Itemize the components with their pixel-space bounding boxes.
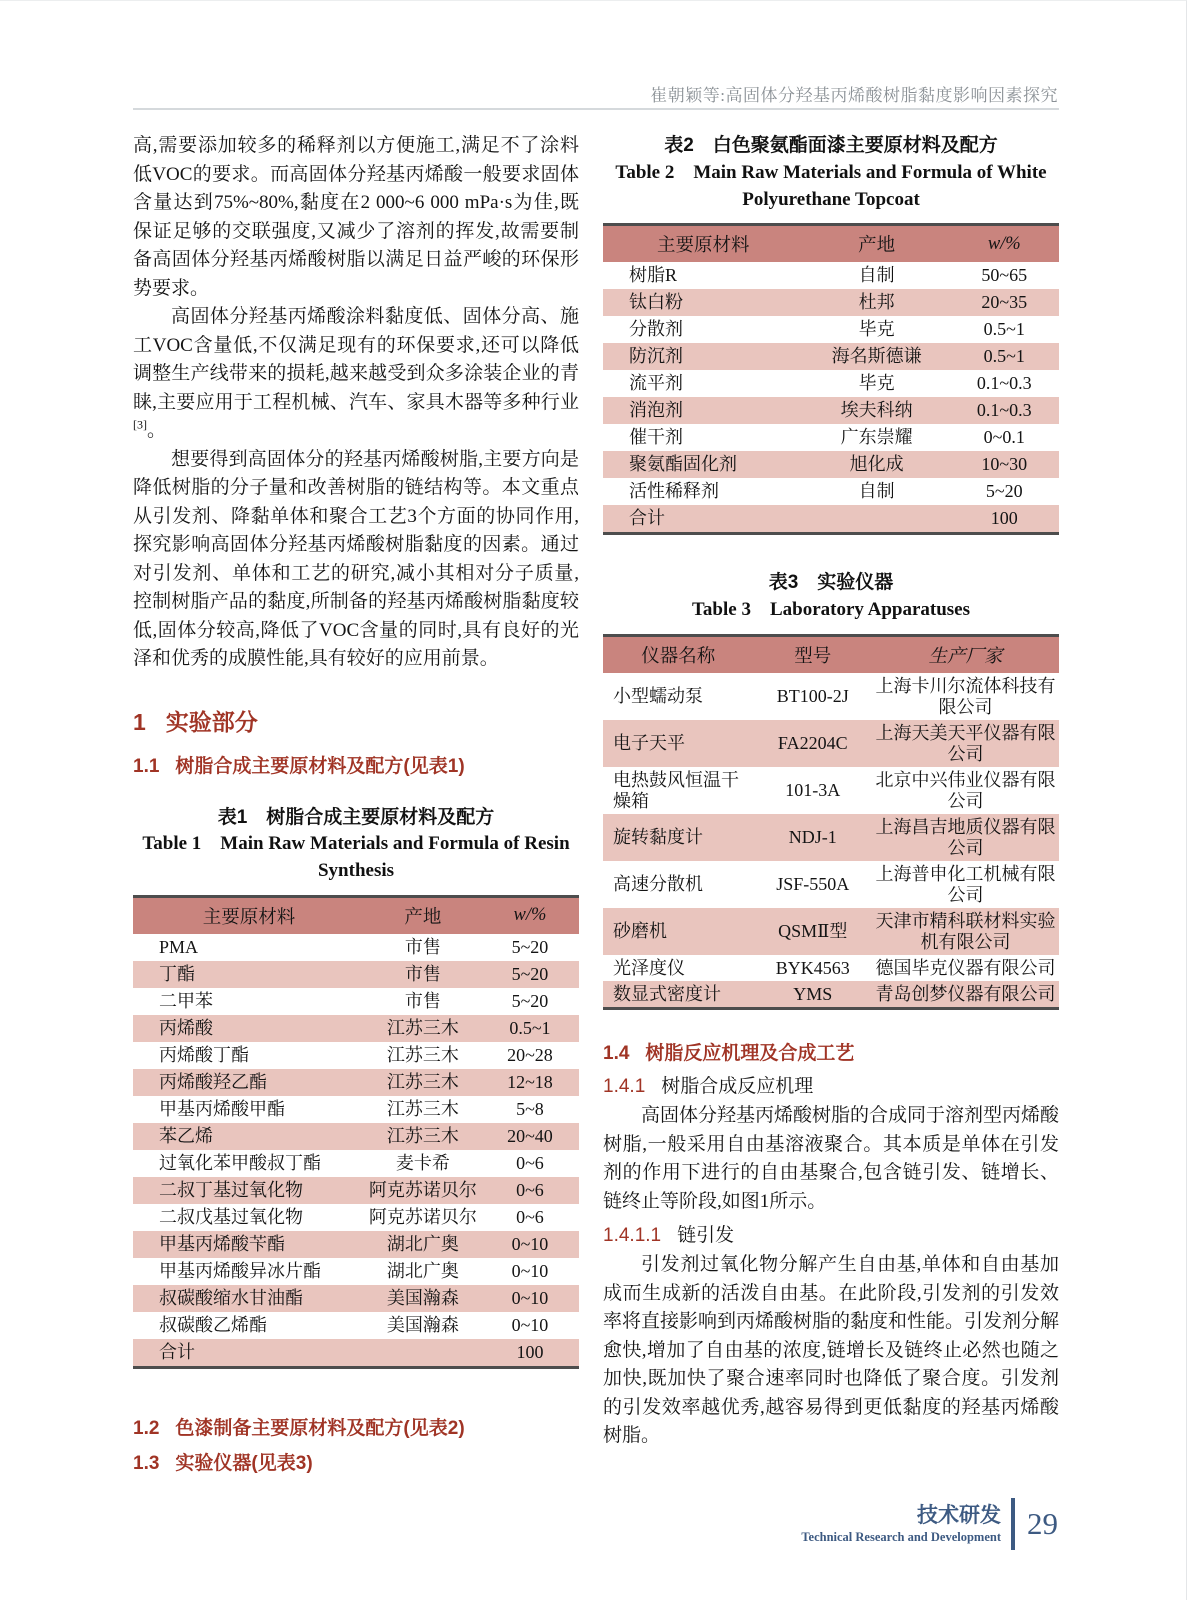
table-header-row — [603, 636, 1059, 674]
table-cell: 苯乙烯 — [159, 1125, 213, 1146]
table-row — [603, 370, 1059, 397]
table-row — [133, 1258, 579, 1285]
table-cell: 丙烯酸 — [159, 1017, 213, 1038]
table-row — [133, 1204, 579, 1231]
table-cell: BYK4563 — [775, 957, 850, 978]
table-cell: 美国瀚森 — [386, 1287, 459, 1308]
section-title: 实验部分 — [165, 708, 258, 735]
section-title: 色漆制备主要原材料及配方(见表2) — [175, 1417, 465, 1439]
column-header: 产地 — [804, 225, 950, 263]
table-cell — [365, 1339, 481, 1368]
column-header: 主要原材料 — [603, 225, 804, 263]
table-cell: 树脂R — [629, 265, 678, 286]
table-row — [133, 1015, 579, 1042]
table-cell: 催干剂 — [629, 427, 683, 448]
table-cell: 甲基丙烯酸异冰片酯 — [159, 1260, 321, 1281]
section-title: 实验仪器(见表3) — [175, 1452, 313, 1474]
table-cell: JSF-550A — [776, 874, 850, 894]
table-cell: 0.5~1 — [509, 1017, 551, 1038]
paragraph: 高,需要添加较多的稀释剂以方便施工,满足不了涂料低VOC的要求。而高固体分羟基丙烯酸一般要求固体含量达到75%~80%,黏度在2 000~6 000 mPa·s为佳,既保证足够的交联强度,又减少了溶剂的挥发,故需要制备高固体分羟基丙烯酸树脂以满足日益严峻的环保形势要求。 — [133, 135, 579, 299]
section-number: 1.3 — [133, 1452, 160, 1474]
table-cell: 0~10 — [511, 1233, 549, 1254]
table-row — [603, 289, 1059, 316]
table-cell: 0~10 — [511, 1260, 549, 1281]
section-title: 树脂合成主要原材料及配方(见表1) — [175, 755, 465, 777]
table-cell: 合计 — [629, 508, 665, 529]
table-header-row — [603, 225, 1059, 263]
table-cell: BT100-2J — [776, 686, 849, 706]
table-row — [603, 478, 1059, 505]
table-row — [133, 1177, 579, 1204]
table-cell: 丁酯 — [159, 963, 195, 984]
section-number: 1.4 — [603, 1043, 630, 1064]
section-heading-1-4 — [603, 1038, 1059, 1065]
column-header: 型号 — [753, 636, 872, 674]
section-heading-1-4-1 — [603, 1071, 1059, 1098]
table-cell: 江苏三木 — [386, 1044, 459, 1065]
table1-caption-en: Table 1 Main Raw Materials and Formula of Resin Synthesis — [142, 833, 570, 882]
table-cell: 阿克苏诺贝尔 — [368, 1179, 477, 1200]
section-title: 链引发 — [677, 1225, 735, 1246]
table-cell: 50~65 — [981, 265, 1028, 286]
section-title: 树脂反应机理及合成工艺 — [645, 1043, 855, 1064]
table-cell: 阿克苏诺贝尔 — [368, 1206, 477, 1227]
table3-caption — [603, 569, 1059, 624]
footer-section-label — [801, 1503, 1001, 1544]
table3-caption-en: Table 3 Laboratory Apparatuses — [692, 599, 970, 621]
table-cell: 毕克 — [858, 319, 895, 340]
table2-caption-en: Table 2 Main Raw Materials and Formula of White Polyurethane Topcoat — [615, 161, 1047, 210]
table-cell: NDJ-1 — [788, 827, 837, 847]
table-cell: 100 — [516, 1341, 544, 1362]
table-cell: 杜邦 — [858, 292, 895, 313]
section-number: 1.4.1.1 — [603, 1225, 662, 1246]
table1-caption — [133, 804, 579, 885]
section-number: 1 — [133, 708, 146, 735]
table-cell: 上海昌吉地质仪器有限公司 — [875, 816, 1056, 858]
footer-label-en: Technical Research and Development — [801, 1529, 1001, 1544]
page-number: 29 — [1027, 1506, 1058, 1541]
table-cell: 数显式密度计 — [613, 983, 721, 1004]
table-cell: 德国毕克仪器有限公司 — [875, 957, 1056, 978]
table-cell: 上海卡川尔流体科技有限公司 — [875, 675, 1056, 717]
column-header: 产地 — [365, 896, 481, 934]
table-row — [603, 861, 1059, 908]
table-row — [133, 1231, 579, 1258]
table-row — [133, 934, 579, 961]
table-cell: 电热鼓风恒温干燥箱 — [613, 769, 739, 811]
table-cell: 5~20 — [511, 963, 549, 984]
table-row — [133, 1123, 579, 1150]
column-header: 主要原材料 — [133, 896, 365, 934]
table-cell: FA2204C — [777, 733, 848, 753]
table-cell: 小型蠕动泵 — [613, 686, 703, 706]
table-row — [133, 1096, 579, 1123]
page-footer — [801, 1498, 1058, 1550]
table-cell: 美国瀚森 — [386, 1314, 459, 1335]
section-number: 1.2 — [133, 1417, 160, 1439]
table-row — [603, 673, 1059, 720]
table-cell: 0~6 — [516, 1152, 544, 1173]
citation-ref: [3] — [133, 417, 147, 432]
table-cell: 湖北广奥 — [386, 1260, 459, 1281]
table-cell: 0~0.1 — [983, 427, 1025, 448]
paragraph: 高固体分羟基丙烯酸树脂的合成同于溶剂型丙烯酸树脂,一般采用自由基溶液聚合。其本质是单体在引发剂的作用下进行的自由基聚合,包含链引发、链增长、链终止等阶段,如图1所示。 — [603, 1105, 1060, 1212]
table-cell: 12~18 — [507, 1071, 553, 1092]
table2-caption-zh: 表2 白色聚氨酯面漆主要原材料及配方 — [664, 135, 998, 156]
table-row — [603, 814, 1059, 861]
table-row — [603, 981, 1059, 1009]
table-cell: 自制 — [858, 265, 895, 286]
header-rule — [133, 108, 1059, 110]
table-cell: 0~10 — [511, 1314, 549, 1335]
footer-divider-bar — [1011, 1498, 1015, 1550]
table-row — [603, 424, 1059, 451]
section-title: 树脂合成反应机理 — [661, 1076, 814, 1097]
table-cell: 丙烯酸丁酯 — [159, 1044, 249, 1065]
section-number: 1.1 — [133, 755, 160, 777]
table-cell: 青岛创梦仪器有限公司 — [875, 983, 1056, 1004]
table-row — [133, 1285, 579, 1312]
table-row — [133, 1150, 579, 1177]
table-cell: 10~30 — [981, 454, 1028, 475]
table-row — [133, 1312, 579, 1339]
paragraph: 想要得到高固体分的羟基丙烯酸树脂,主要方向是降低树脂的分子量和改善树脂的链结构等。本文重点从引发剂、降黏单体和聚合工艺3个方面的协同作用,探究影响高固体分羟基丙烯酸树脂黏度的因素。通过对引发剂、单体和工艺的研究,减小其相对分子质量,控制树脂产品的黏度,所制备的羟基丙烯酸树脂黏度较低,固体分较高,降低了VOC含量的同时,具有良好的光泽和优秀的成膜性能,具有较好的应用前景。 — [133, 448, 579, 669]
right-column — [603, 132, 1059, 1481]
table1-caption-zh: 表1 树脂合成主要原材料及配方 — [217, 806, 495, 828]
table-row — [603, 343, 1059, 370]
table-row — [603, 397, 1059, 424]
table-cell: 电子天平 — [613, 733, 685, 753]
section-number: 1.4.1 — [603, 1076, 646, 1097]
table-cell: 消泡剂 — [629, 400, 683, 421]
footer-label-zh: 技术研发 — [917, 1504, 1001, 1528]
table-row — [603, 451, 1059, 478]
table-row — [603, 908, 1059, 955]
table-cell: 0.5~1 — [983, 319, 1025, 340]
table-row — [603, 505, 1059, 534]
section-heading-1 — [133, 704, 579, 737]
table-cell: QSMⅡ型 — [778, 921, 848, 941]
table-row — [603, 767, 1059, 814]
section-heading-1-1 — [133, 751, 579, 778]
paragraph: 引发剂过氧化物分解产生自由基,单体和自由基加成而生成新的活泼自由基。在此阶段,引发剂的引发效率将直接影响到丙烯酸树脂的黏度和性能。引发剂分解愈快,增加了自由基的浓度,链增长及链终止必然也随之加快,既加快了聚合速率同时也降低了聚合度。引发剂的引发效率越优秀,越容易得到更低黏度的羟基丙烯酸树脂。 — [603, 1254, 1060, 1446]
table-cell: 叔碳酸缩水甘油酯 — [159, 1287, 303, 1308]
table3-caption-zh: 表3 实验仪器 — [768, 572, 894, 594]
table-cell: 钛白粉 — [629, 292, 683, 313]
table-cell: 旋转黏度计 — [613, 827, 703, 847]
section-heading-1-4-1-1 — [603, 1220, 1059, 1247]
table-cell: 市售 — [404, 963, 441, 984]
table-row — [133, 961, 579, 988]
table-cell: 分散剂 — [629, 319, 683, 340]
table-cell: 江苏三木 — [386, 1125, 459, 1146]
two-column-body — [133, 132, 1059, 1481]
table-cell: 丙烯酸羟乙酯 — [159, 1071, 267, 1092]
table-cell: 流平剂 — [629, 373, 683, 394]
apparatus-table-3 — [603, 634, 1059, 1010]
paragraph-text: 高固体分羟基丙烯酸涂料黏度低、固体分高、施工VOC含量低,不仅满足现有的环保要求,还可以降低调整生产线带来的损耗,越来越受到众多涂装企业的青睐,主要应用于工程机械、汽车、家具木器等多种行业 — [133, 306, 579, 413]
table-cell: 麦卡希 — [395, 1152, 450, 1173]
table-cell: 自制 — [858, 481, 895, 502]
table-cell: 聚氨酯固化剂 — [629, 454, 737, 475]
paragraph-text: 。 — [147, 420, 167, 441]
table-header-row — [133, 896, 579, 934]
table-cell: 上海普申化工机械有限公司 — [875, 863, 1056, 905]
column-header: 生产厂家 — [872, 636, 1059, 674]
table-cell: 合计 — [159, 1341, 195, 1362]
table-cell: 20~28 — [507, 1044, 553, 1065]
table-cell: 100 — [990, 508, 1018, 529]
table-row — [603, 316, 1059, 343]
topcoat-table-2 — [603, 223, 1059, 535]
table-cell: 二叔戊基过氧化物 — [159, 1206, 303, 1227]
table-cell: 湖北广奥 — [386, 1233, 459, 1254]
table-cell: 甲基丙烯酸苄酯 — [159, 1233, 285, 1254]
table-cell: 北京中兴伟业仪器有限公司 — [875, 769, 1056, 811]
table-cell: 20~35 — [981, 292, 1028, 313]
table-cell: 防沉剂 — [629, 346, 683, 367]
table-cell: YMS — [793, 983, 833, 1004]
table-cell: 市售 — [404, 990, 441, 1011]
table-cell: 天津市精科联材料实验机有限公司 — [875, 910, 1056, 952]
table-cell: 上海天美天平仪器有限公司 — [875, 722, 1056, 764]
table-cell: 二甲苯 — [159, 990, 213, 1011]
table-row — [603, 955, 1059, 981]
table-cell: 毕克 — [858, 373, 895, 394]
table-cell: 5~20 — [511, 990, 549, 1011]
column-header: w/% — [481, 896, 579, 934]
section-heading-1-3 — [133, 1448, 579, 1475]
table-cell: 0~10 — [511, 1287, 549, 1308]
section-heading-1-2 — [133, 1413, 579, 1440]
table-cell: 5~20 — [511, 936, 549, 957]
table-cell: 5~8 — [516, 1098, 544, 1119]
table-cell: 江苏三木 — [386, 1098, 459, 1119]
table-cell: 二叔丁基过氧化物 — [159, 1179, 303, 1200]
table-cell: 0.1~0.3 — [976, 400, 1032, 421]
table-cell: 0.1~0.3 — [976, 373, 1032, 394]
table-cell: 20~40 — [507, 1125, 553, 1146]
materials-table-1 — [133, 895, 579, 1369]
table-cell: 0~6 — [516, 1179, 544, 1200]
table-cell: 埃夫科纳 — [840, 400, 913, 421]
table-cell: 海名斯德谦 — [831, 346, 922, 367]
table-row — [133, 1339, 579, 1368]
table-row — [603, 720, 1059, 767]
table-cell: 甲基丙烯酸甲酯 — [159, 1098, 285, 1119]
table-row — [133, 988, 579, 1015]
table2-caption — [603, 132, 1059, 213]
table-cell: 101-3A — [785, 780, 841, 800]
table-cell: 光泽度仪 — [613, 957, 685, 978]
table-cell: 江苏三木 — [386, 1071, 459, 1092]
table-cell: 江苏三木 — [386, 1017, 459, 1038]
table-row — [603, 262, 1059, 289]
table-row — [133, 1069, 579, 1096]
table-cell: 砂磨机 — [613, 921, 667, 941]
table-cell: 叔碳酸乙烯酯 — [159, 1314, 267, 1335]
paragraph — [133, 303, 579, 446]
table-cell: 市售 — [404, 936, 441, 957]
table-cell: 过氧化苯甲酸叔丁酯 — [159, 1152, 321, 1173]
table-cell: 广东崇耀 — [840, 427, 913, 448]
running-title: 崔朝颖等:高固体分羟基丙烯酸树脂黏度影响因素探究 — [650, 86, 1058, 105]
column-header: w/% — [950, 225, 1059, 263]
column-header: 仪器名称 — [603, 636, 753, 674]
table-cell — [804, 505, 950, 534]
table-cell: 活性稀释剂 — [629, 481, 719, 502]
left-column — [133, 132, 579, 1481]
table-cell: 5~20 — [985, 481, 1023, 502]
table-row — [133, 1042, 579, 1069]
table-cell: 0~6 — [516, 1206, 544, 1227]
table-cell: 旭化成 — [849, 454, 904, 475]
table-cell: PMA — [159, 936, 199, 957]
table-cell: 高速分散机 — [613, 874, 703, 894]
table-cell: 0.5~1 — [983, 346, 1025, 367]
